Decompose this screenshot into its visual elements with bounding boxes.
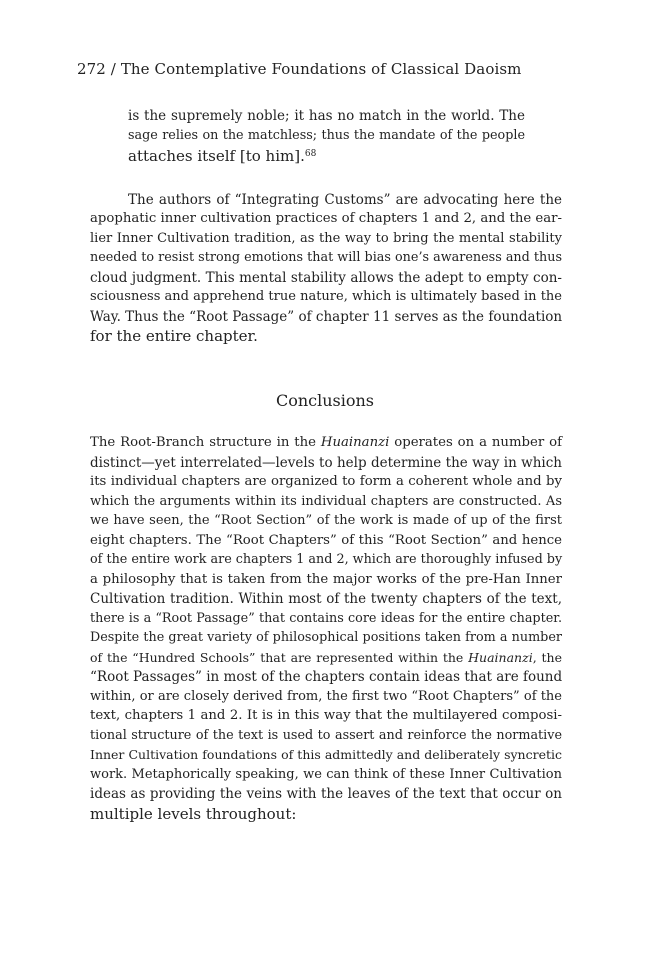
paragraph-line: cloud judgment. This mental stability allows the adept to empty con- [90, 270, 562, 286]
paragraph-line: a philosophy that is taken from the major works of the pre-Han Inner [90, 572, 562, 587]
paragraph-line: text, chapters 1 and 2. It is in this way that the multilayered composi- [90, 708, 562, 723]
paragraph-line: apophatic inner cultivation practices of chapters 1 and 2, and the ear- [90, 211, 562, 226]
paragraph-line: its individual chapters are organized to form a coherent whole and by [90, 474, 562, 489]
paragraph-line: Cultivation tradition. Within most of the twenty chapters of the text, [90, 591, 562, 607]
paragraph-line: needed to resist strong emotions that will bias one’s awareness and thus [90, 250, 562, 265]
paragraph-line: “Root Passages” in most of the chapters contain ideas that are found [90, 669, 563, 685]
paragraph-line: ideas as providing the veins with the leaves of the text that occur on [90, 786, 562, 802]
paragraph-line: within, or are closely derived from, the first two “Root Chapters” of the [90, 689, 562, 704]
paragraph-line: of the entire work are chapters 1 and 2, which are thoroughly infused by [90, 552, 563, 567]
paragraph-line: The authors of “Integrating Customs” are advocating here the [128, 192, 562, 208]
quote-line [128, 147, 525, 165]
quote-line: is the supremely noble; it has no match in the world. The [128, 108, 525, 124]
paragraph-line: Inner Cultivation foundations of this admittedly and deliberately syncretic [90, 747, 562, 762]
footnote-marker: 68 [304, 149, 317, 159]
paragraph-line: lier Inner Cultivation tradition, as the way to bring the mental stability [90, 231, 562, 246]
paragraph-line: distinct—yet interrelated—levels to help determine the way in which [90, 455, 562, 471]
paragraph-line: there is a “Root Passage” that contains core ideas for the entire chapter. [90, 611, 562, 626]
paragraph-line: which the arguments within its individual chapters are constructed. As [90, 494, 562, 509]
paragraph-line: for the entire chapter. [90, 327, 258, 345]
quote-line: sage relies on the matchless; thus the mandate of the people [128, 128, 525, 143]
paragraph-line: of the “Hundred Schools” that are represented within the Huainanzi, the [90, 650, 562, 665]
paragraph-line: eight chapters. The “Root Chapters” of this “Root Section” and hence [90, 533, 562, 548]
paragraph-line: we have seen, the “Root Section” of the work is made of up of the first [90, 513, 562, 528]
italic-title: Huainanzi [468, 650, 533, 665]
paragraph-line: tional structure of the text is used to assert and reinforce the normative [90, 728, 562, 743]
paragraph-line: Way. Thus the “Root Passage” of chapter 11 serves as the foundation [90, 309, 563, 325]
paragraph-line: work. Metaphorically speaking, we can think of these Inner Cultivation [90, 767, 562, 782]
paragraph-line: The Root-Branch structure in the Huainanzi operates on a number of [90, 435, 562, 450]
running-head: 272 / The Contemplative Foundations of Classical Daoism [77, 60, 522, 78]
section-heading: Conclusions [275, 391, 375, 410]
paragraph-line: Despite the great variety of philosophical positions taken from a number [90, 630, 562, 645]
italic-title: Huainanzi [320, 435, 390, 450]
paragraph-line: multiple levels throughout: [90, 805, 297, 823]
paragraph-line: sciousness and apprehend true nature, which is ultimately based in the [90, 289, 562, 304]
quote-line-text: attaches itself [to him]. [128, 147, 305, 165]
